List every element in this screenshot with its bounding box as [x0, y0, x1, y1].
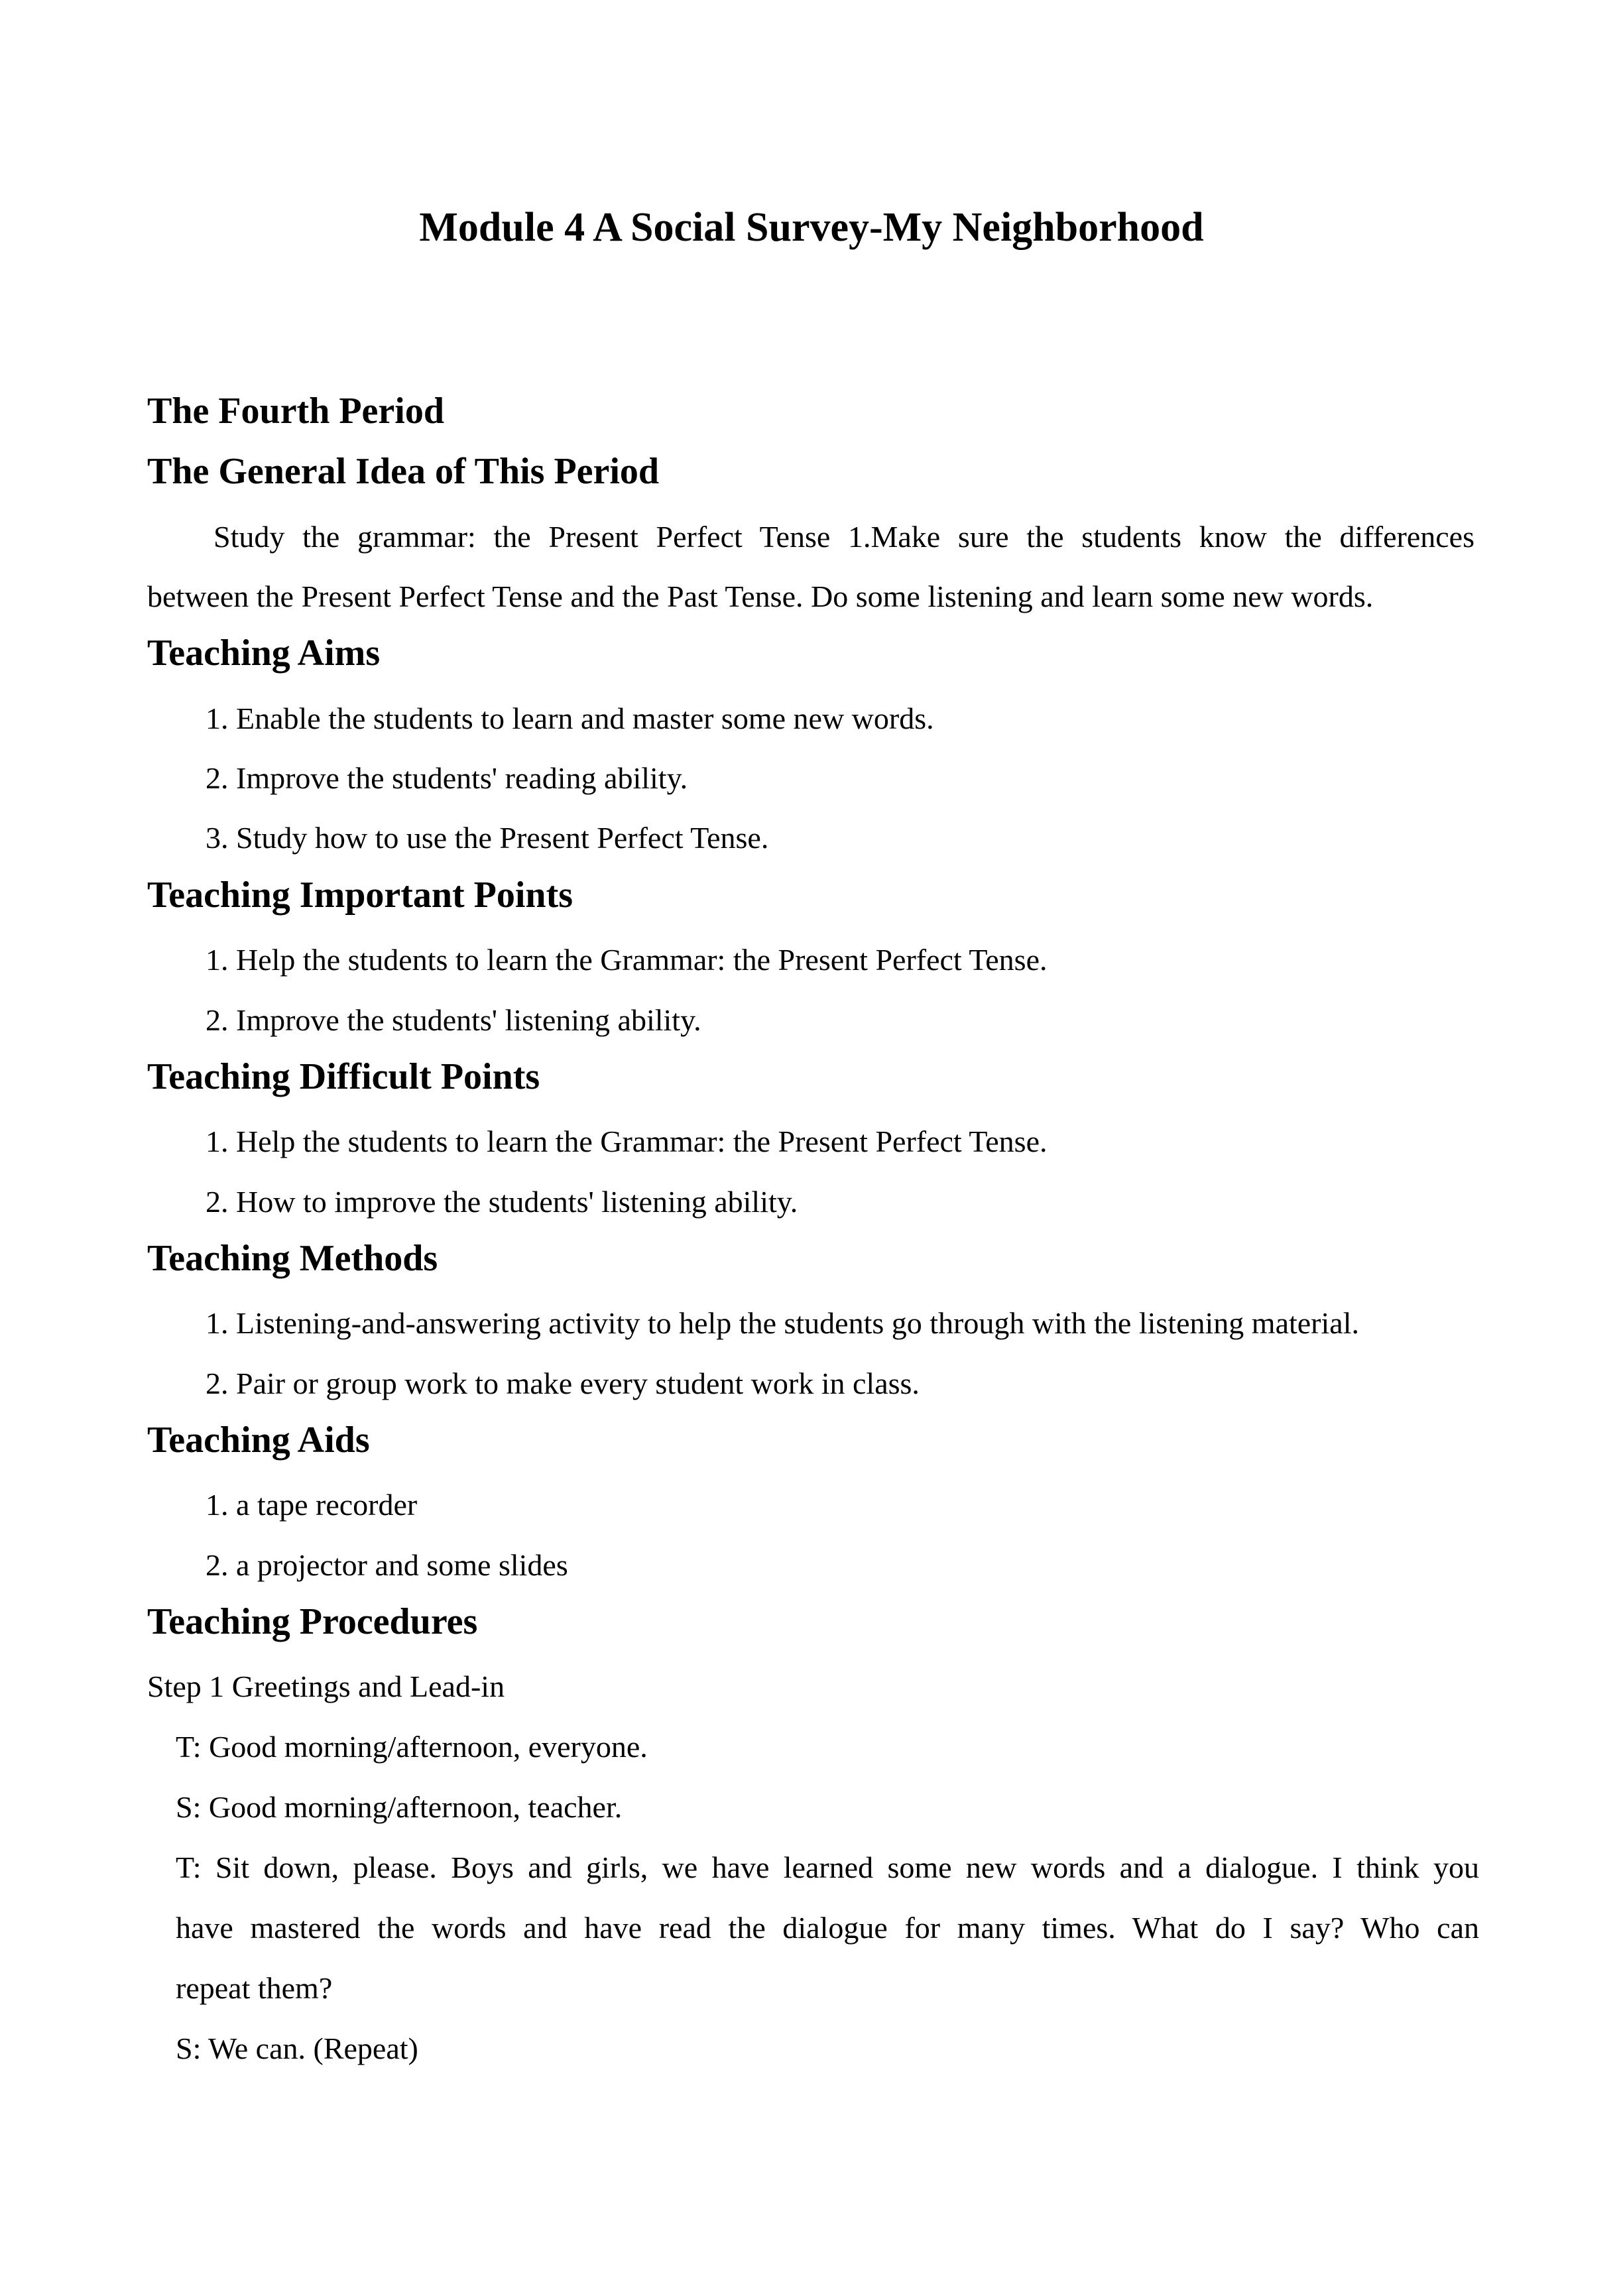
dialogue-line-4: have mastered the words and have read the dialogue for many times. What do I say? Who can: [176, 1911, 1479, 1945]
general-idea-line-1: Study the grammar: the Present Perfect Tense 1.Make sure the students know the differences: [213, 520, 1474, 554]
teaching-procedures-heading: Teaching Procedures: [147, 1601, 478, 1642]
important-item-1: 1. Help the students to learn the Grammar: the Present Perfect Tense.: [206, 943, 1048, 977]
period-heading: The Fourth Period: [147, 391, 444, 432]
aims-item-2: 2. Improve the students' reading ability.: [206, 761, 688, 795]
important-points-heading: Teaching Important Points: [147, 875, 573, 916]
methods-item-2: 2. Pair or group work to make every student work in class.: [206, 1366, 920, 1400]
difficult-item-1: 1. Help the students to learn the Grammar: the Present Perfect Tense.: [206, 1124, 1048, 1158]
teaching-aims-heading: Teaching Aims: [147, 633, 381, 674]
dialogue-line-6: S: We can. (Repeat): [176, 2031, 418, 2065]
aims-item-1: 1. Enable the students to learn and master some new words.: [206, 701, 934, 735]
general-idea-heading: The General Idea of This Period: [147, 451, 660, 492]
teaching-methods-heading: Teaching Methods: [147, 1238, 438, 1279]
document-title: Module 4 A Social Survey-My Neighborhood: [419, 205, 1204, 250]
teaching-aids-heading: Teaching Aids: [147, 1420, 370, 1461]
general-idea-line-2: between the Present Perfect Tense and the Past Tense. Do some listening and learn some new words.: [147, 579, 1374, 613]
dialogue-line-3: T: Sit down, please. Boys and girls, we have learned some new words and a dialogue. I think you: [176, 1850, 1479, 1884]
dialogue-line-2: S: Good morning/afternoon, teacher.: [176, 1790, 623, 1824]
difficult-item-2: 2. How to improve the students' listening ability.: [206, 1185, 798, 1219]
aids-item-2: 2. a projector and some slides: [206, 1548, 568, 1582]
methods-item-1: 1. Listening-and-answering activity to help the students go through with the listening material.: [206, 1306, 1359, 1340]
dialogue-line-1: T: Good morning/afternoon, everyone.: [176, 1730, 648, 1764]
dialogue-line-5: repeat them?: [176, 1971, 333, 2005]
step-1-label: Step 1 Greetings and Lead-in: [147, 1669, 505, 1703]
difficult-points-heading: Teaching Difficult Points: [147, 1056, 540, 1097]
aims-item-3: 3. Study how to use the Present Perfect Tense.: [206, 821, 769, 855]
important-item-2: 2. Improve the students' listening ability.: [206, 1003, 701, 1037]
aids-item-1: 1. a tape recorder: [206, 1488, 418, 1522]
